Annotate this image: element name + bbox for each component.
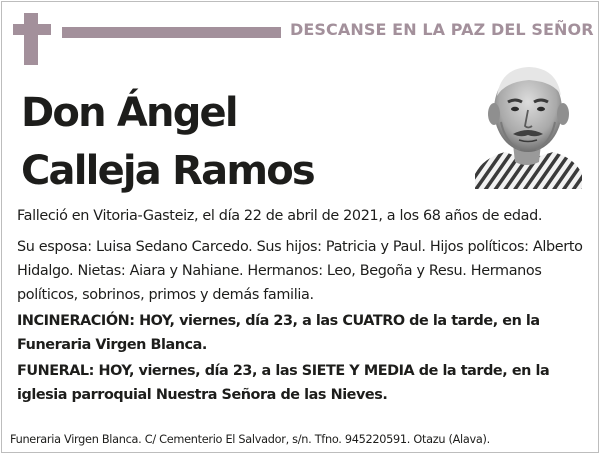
obituary-card (1, 1, 599, 453)
death-notice: Falleció en Vitoria-Gasteiz, el día 22 de abril de 2021, a los 68 años de edad. (17, 208, 543, 224)
portrait-photo (475, 62, 582, 189)
funeral-notice: FUNERAL: HOY, viernes, día 23, a las SIETE Y MEDIA de la tarde, en la iglesia parroquial Nuestra Señora de las Nieves. (17, 363, 550, 403)
header-title: DESCANSE EN LA PAZ DEL SEÑOR (290, 20, 594, 39)
deceased-name (21, 84, 314, 200)
portrait-image (475, 62, 582, 189)
cremation-notice: INCINERACIÓN: HOY, viernes, día 23, a las CUATRO de la tarde, en la Funeraria Virgen Blanca. (17, 313, 540, 353)
deceased-name-line2: Calleja Ramos (21, 148, 314, 194)
cross-icon-vertical-bar (24, 13, 38, 65)
header-divider-bar (62, 27, 281, 38)
funeral-home-footer: Funeraria Virgen Blanca. C/ Cementerio El Salvador, s/n. Tfno. 945220591. Otazu (Alava). (10, 433, 490, 446)
family-list: Su esposa: Luisa Sedano Carcedo. Sus hijos: Patricia y Paul. Hijos políticos: Alberto Hidalgo. Nietas: Aiara y Nahiane. Hermanos: Leo, Begoña y Resu. Hermanos políticos, sobrinos, primos y demás familia. (17, 239, 583, 303)
deceased-name-line1: Don Ángel (21, 90, 237, 136)
cross-icon-horizontal-bar (13, 24, 51, 35)
